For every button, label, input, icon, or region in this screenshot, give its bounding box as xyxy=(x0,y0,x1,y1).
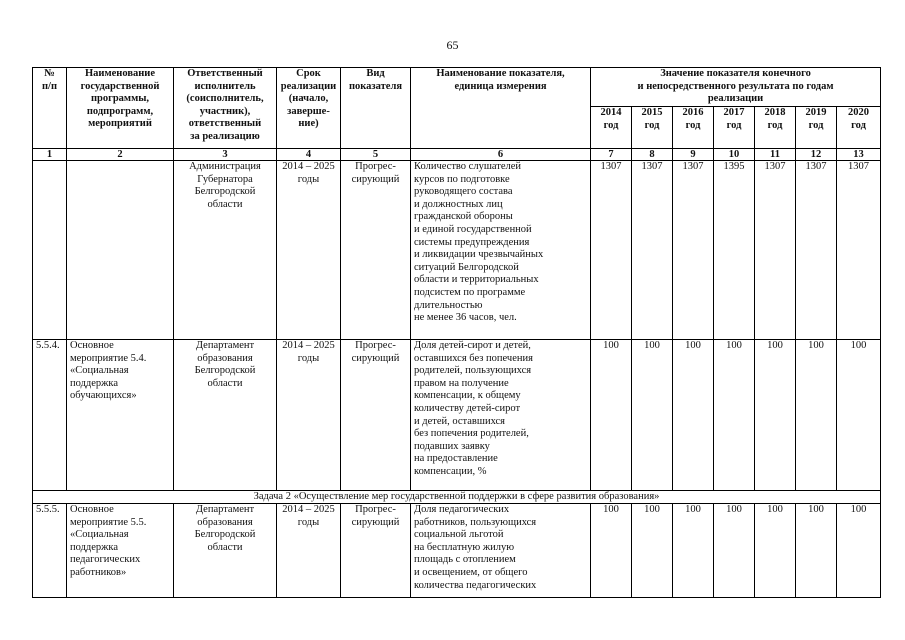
column-number: 5 xyxy=(341,149,411,161)
row-value: 1307 xyxy=(673,161,714,340)
header-row xyxy=(33,68,881,107)
header-num: № п/п xyxy=(33,68,67,149)
row-value: 100 xyxy=(796,504,837,598)
header-indicator-name: Наименование показателя, единица измерения xyxy=(411,68,591,149)
column-number: 3 xyxy=(174,149,277,161)
row-executor: Администрация Губернатора Белгородской области xyxy=(174,161,277,340)
row-value: 100 xyxy=(591,340,632,491)
row-value: 100 xyxy=(673,340,714,491)
row-value: 1307 xyxy=(591,161,632,340)
header-year: 2016 год xyxy=(673,107,714,149)
row-value: 100 xyxy=(591,504,632,598)
column-number: 8 xyxy=(632,149,673,161)
task-row xyxy=(33,491,881,504)
row-executor: Департамент образования Белгородской области xyxy=(174,340,277,491)
header-values: Значение показателя конечного и непосредственного результата по годам реализации xyxy=(591,68,881,107)
row-value: 100 xyxy=(796,340,837,491)
row-period: 2014 – 2025 годы xyxy=(277,161,341,340)
row-value: 1395 xyxy=(714,161,755,340)
row-value: 100 xyxy=(632,504,673,598)
table-row xyxy=(33,161,881,340)
column-numbers-row xyxy=(33,149,881,161)
row-indicator-type: Прогрес- сирующий xyxy=(341,504,411,598)
row-value: 100 xyxy=(755,504,796,598)
row-indicator-name: Доля детей-сирот и детей, оставшихся без попечения родителей, пользующихся правом на получение компенсации, к общему количеству детей-сирот и детей, оставшихся без попечения родителей, подавших заявку на предоставление компенсации, % xyxy=(411,340,591,491)
header-period: Срок реализации (начало, заверше- ние) xyxy=(277,68,341,149)
row-indicator-type: Прогрес- сирующий xyxy=(341,161,411,340)
column-number: 7 xyxy=(591,149,632,161)
header-year: 2019 год xyxy=(796,107,837,149)
header-year: 2017 год xyxy=(714,107,755,149)
row-value: 100 xyxy=(755,340,796,491)
row-indicator-name: Доля педагогических работников, пользующихся социальной льготой на бесплатную жилую площадь с отоплением и освещением, от общего количества педагогических xyxy=(411,504,591,598)
row-value: 1307 xyxy=(837,161,881,340)
row-value: 100 xyxy=(837,504,881,598)
column-number: 2 xyxy=(67,149,174,161)
row-indicator-type: Прогрес- сирующий xyxy=(341,340,411,491)
page-number: 65 xyxy=(446,38,459,52)
row-value: 1307 xyxy=(755,161,796,340)
column-number: 10 xyxy=(714,149,755,161)
row-value: 100 xyxy=(714,504,755,598)
row-number: 5.5.4. xyxy=(33,340,67,491)
column-number: 13 xyxy=(837,149,881,161)
row-value: 100 xyxy=(632,340,673,491)
row-program-name xyxy=(67,161,174,340)
header-year: 2014 год xyxy=(591,107,632,149)
row-program-name: Основное мероприятие 5.5. «Социальная поддержка педагогических работников» xyxy=(67,504,174,598)
row-program-name: Основное мероприятие 5.4. «Социальная поддержка обучающихся» xyxy=(67,340,174,491)
row-indicator-name: Количество слушателей курсов по подготовке руководящего состава и должностных лиц гражданской обороны и единой государственной системы предупреждения и ликвидации чрезвычайных ситуаций Белгородской области и территориальных подсистем по программе длительностью не менее 36 часов, чел. xyxy=(411,161,591,340)
header-program-name: Наименование государственной программы, подпрограмм, мероприятий xyxy=(67,68,174,149)
row-period: 2014 – 2025 годы xyxy=(277,340,341,491)
row-value: 100 xyxy=(837,340,881,491)
row-executor: Департамент образования Белгородской области xyxy=(174,504,277,598)
column-number: 11 xyxy=(755,149,796,161)
header-year: 2018 год xyxy=(755,107,796,149)
column-number: 1 xyxy=(33,149,67,161)
indicators-table xyxy=(32,67,881,598)
header-indicator-type: Вид показателя xyxy=(341,68,411,149)
task-title: Задача 2 «Осуществление мер государственной поддержки в сфере развития образования» xyxy=(33,491,881,504)
column-number: 9 xyxy=(673,149,714,161)
row-period: 2014 – 2025 годы xyxy=(277,504,341,598)
header-year: 2015 год xyxy=(632,107,673,149)
column-number: 6 xyxy=(411,149,591,161)
row-value: 100 xyxy=(673,504,714,598)
table-row xyxy=(33,340,881,491)
table-row xyxy=(33,504,881,598)
column-number: 12 xyxy=(796,149,837,161)
header-executor: Ответственный исполнитель (соисполнитель, участник), ответственный за реализацию xyxy=(174,68,277,149)
row-number: 5.5.5. xyxy=(33,504,67,598)
row-value: 1307 xyxy=(796,161,837,340)
row-value: 100 xyxy=(714,340,755,491)
row-value: 1307 xyxy=(632,161,673,340)
row-number xyxy=(33,161,67,340)
header-year: 2020 год xyxy=(837,107,881,149)
column-number: 4 xyxy=(277,149,341,161)
